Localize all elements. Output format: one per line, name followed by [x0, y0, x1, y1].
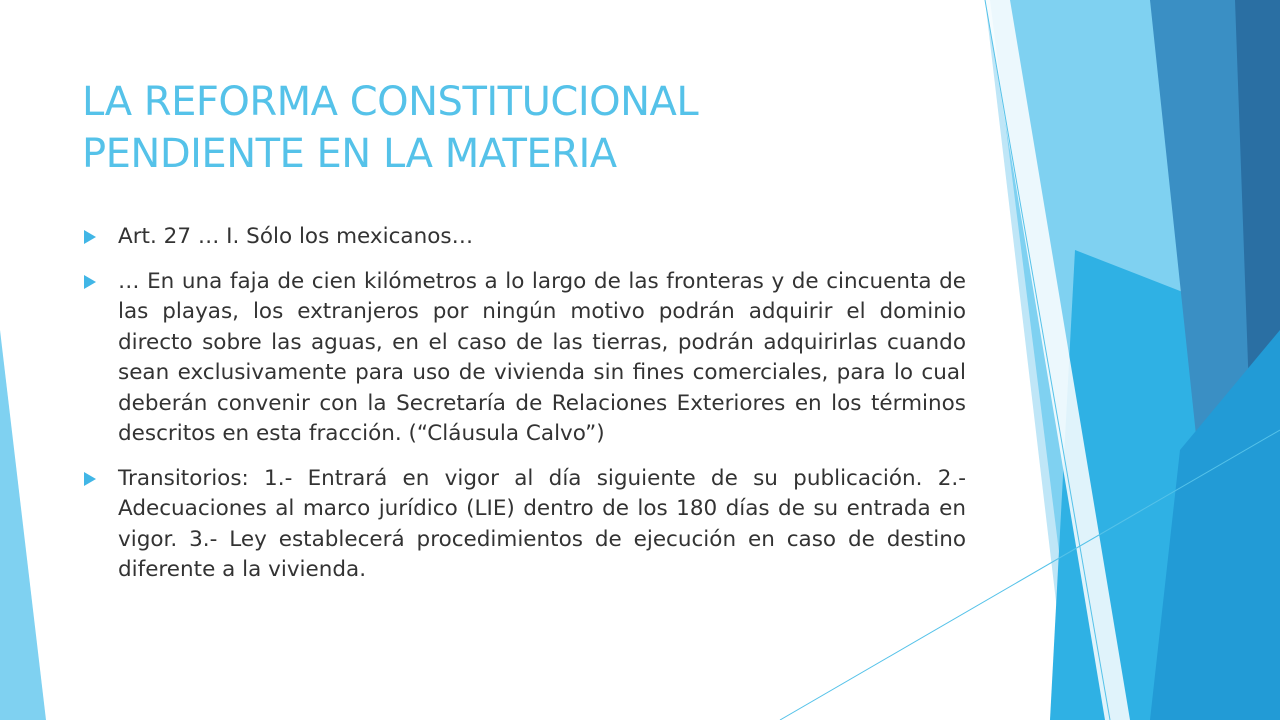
slide-title [82, 76, 922, 180]
slide-title-line-1: LA REFORMA CONSTITUCIONAL [82, 79, 699, 125]
bullet-item [82, 222, 966, 253]
bullet-text: Transitorios: 1.- Entrará en vigor al día siguiente de su publicación. 2.- Adecuaciones al marco jurídico (LIE) dentro de los 180 días de su entrada en vigor. 3.- Ley establecerá procedimientos de ejecución en caso de destino diferente a la vivienda. [118, 465, 966, 582]
triangle-bullet-icon [84, 472, 96, 486]
bullet-text: … En una faja de cien kilómetros a lo largo de las fronteras y de cincuenta de las playas, los extranjeros por ningún motivo podrán adquirir el dominio directo sobre las aguas, en el caso de las tierras, podrán adquirirlas cuando sean exclusivamente para uso de vivienda sin fines comerciales, para lo cual deberán convenir con la Secretaría de Relaciones Exteriores en los términos descritos en esta fracción. (“Cláusula Calvo”) [118, 268, 966, 446]
left-edge-shard [0, 330, 46, 720]
slide-title-line-2: PENDIENTE EN LA MATERIA [82, 131, 617, 177]
bullet-item [82, 267, 966, 450]
bullet-item [82, 464, 966, 586]
triangle-bullet-icon [84, 230, 96, 244]
bullet-text: Art. 27 … I. Sólo los mexicanos… [118, 224, 474, 249]
bullet-list [82, 222, 966, 600]
triangle-bullet-icon [84, 275, 96, 289]
